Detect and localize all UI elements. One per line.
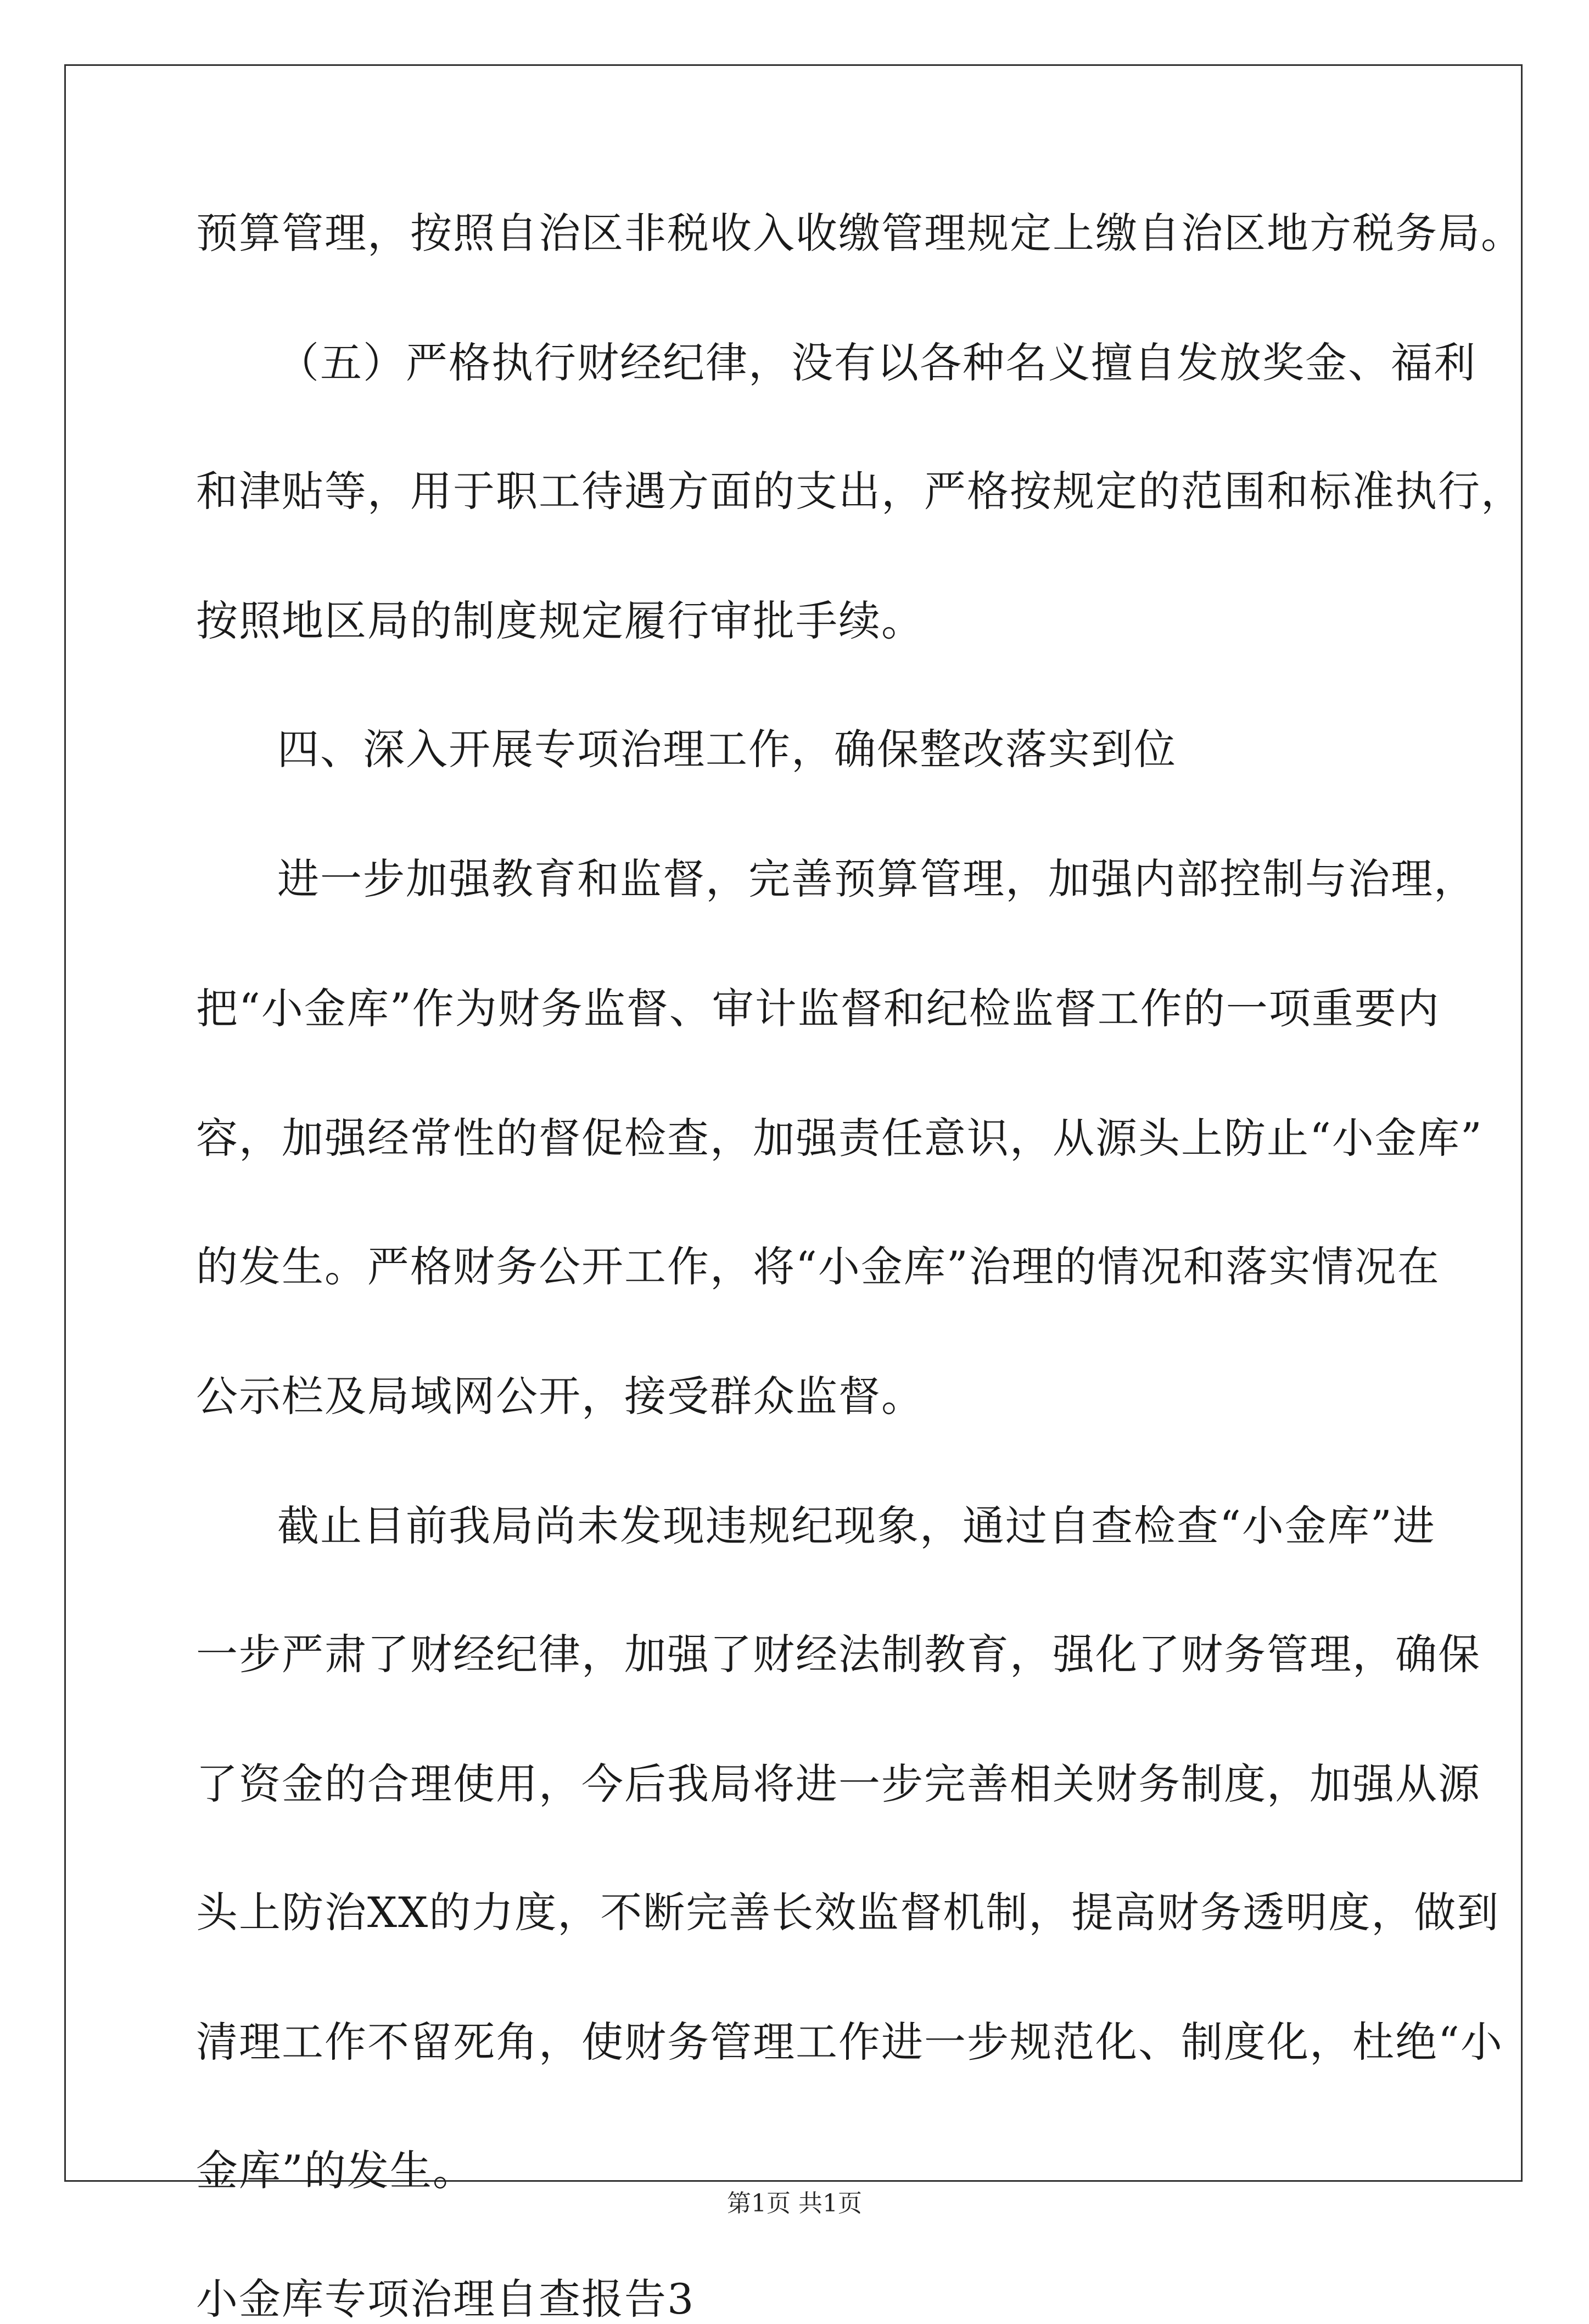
paragraph-line-9: 的发生。严格财务公开工作，将“小金库”治理的情况和落实情况在 xyxy=(196,1242,1440,1291)
report-title: 小金库专项治理自查报告3 xyxy=(196,2275,695,2323)
paragraph-line-12: 一步严肃了财经纪律，加强了财经法制教育，强化了财务管理，确保 xyxy=(196,1630,1481,1679)
paragraph-line-16: 金库”的发生。 xyxy=(196,2146,475,2195)
paragraph-line-13: 了资金的合理使用，今后我局将进一步完善相关财务制度，加强从源 xyxy=(196,1759,1481,1808)
paragraph-line-2: （五）严格执行财经纪律，没有以各种名义擅自发放奖金、福利 xyxy=(277,338,1476,387)
paragraph-line-14: 头上防治XX的力度，不断完善长效监督机制，提高财务透明度，做到 xyxy=(196,1888,1500,1937)
paragraph-line-10: 公示栏及局域网公开，接受群众监督。 xyxy=(196,1372,924,1421)
paragraph-line-1: 预算管理，按照自治区非税收入收缴管理规定上缴自治区地方税务局。 xyxy=(196,209,1524,258)
paragraph-line-6: 进一步加强教育和监督，完善预算管理，加强内部控制与治理， xyxy=(277,854,1476,903)
paragraph-line-3: 和津贴等，用于职工待遇方面的支出，严格按规定的范围和标准执行， xyxy=(196,467,1524,516)
page-footer xyxy=(0,2188,1589,2219)
paragraph-line-8: 容，加强经常性的督促检查，加强责任意识，从源头上防止“小金库” xyxy=(196,1114,1483,1163)
page-number: 第1页 共1页 xyxy=(727,2189,862,2217)
section-heading: 四、深入开展专项治理工作，确保整改落实到位 xyxy=(277,725,1177,774)
paragraph-line-11: 截止目前我局尚未发现违规纪现象，通过自查检查“小金库”进 xyxy=(277,1501,1436,1550)
paragraph-line-4: 按照地区局的制度规定履行审批手续。 xyxy=(196,596,924,645)
paragraph-line-7: 把“小金库”作为财务监督、审计监督和纪检监督工作的一项重要内 xyxy=(196,984,1440,1033)
paragraph-line-15: 清理工作不留死角，使财务管理工作进一步规范化、制度化，杜绝“小 xyxy=(196,2018,1503,2066)
